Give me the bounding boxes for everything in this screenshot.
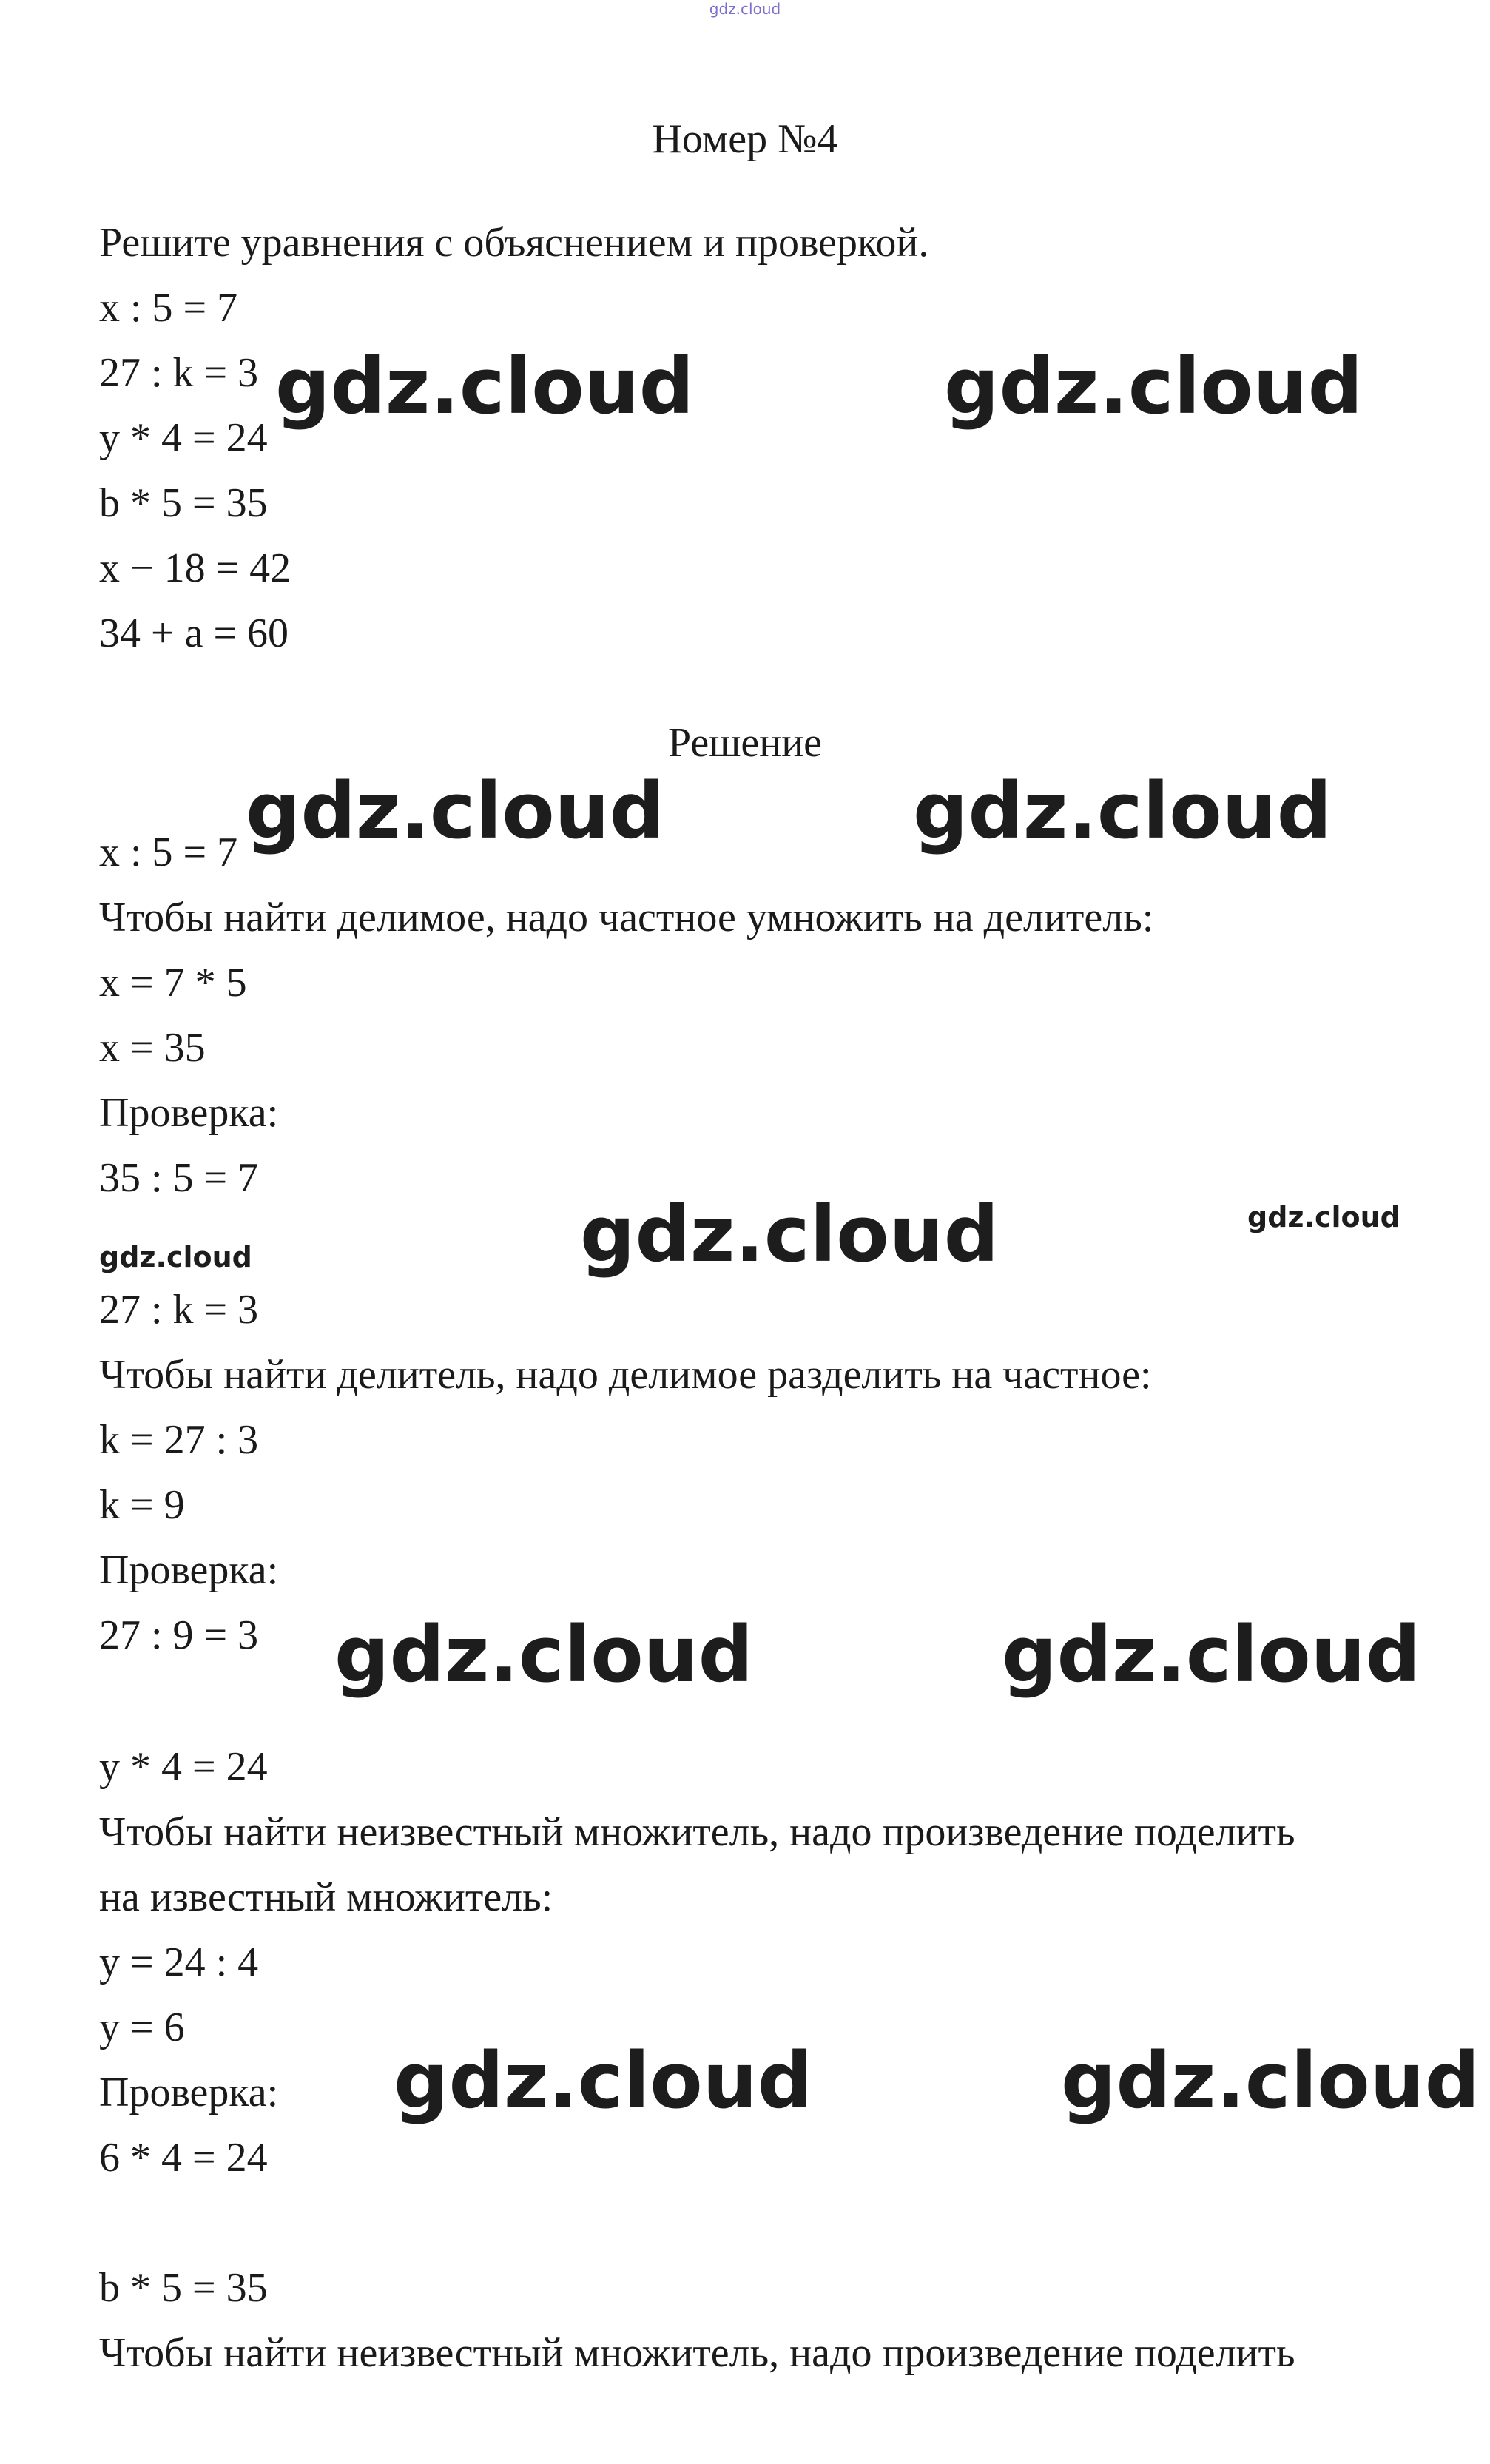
solution-heading: Решение — [667, 720, 823, 766]
watermark-logo: gdz.cloud — [913, 766, 1332, 856]
watermark-logo: gdz.cloud — [944, 341, 1363, 431]
solution-2-step-2: k = 9 — [99, 1482, 185, 1528]
page-title: Номер №4 — [652, 116, 838, 162]
watermark-logo: gdz.cloud — [394, 2036, 813, 2126]
solution-3-equation: y * 4 = 24 — [99, 1744, 268, 1790]
top-watermark: gdz.cloud — [709, 0, 781, 18]
task-equation-4: b * 5 = 35 — [99, 480, 268, 526]
solution-4-equation: b * 5 = 35 — [99, 2265, 268, 2311]
solution-1-check-label: Проверка: — [99, 1090, 279, 1136]
watermark-logo: gdz.cloud — [1061, 2036, 1480, 2126]
task-equation-6: 34 + a = 60 — [99, 610, 289, 656]
watermark-logo-small: gdz.cloud — [99, 1241, 252, 1273]
solution-2-rule: Чтобы найти делитель, надо делимое разделить на частное: — [99, 1352, 1152, 1398]
task-equation-1: x : 5 = 7 — [99, 285, 238, 331]
task-equation-5: x − 18 = 42 — [99, 545, 291, 591]
solution-3-check: 6 * 4 = 24 — [99, 2135, 268, 2181]
solution-1-rule: Чтобы найти делимое, надо частное умножить на делитель: — [99, 895, 1154, 940]
solution-2-step-1: k = 27 : 3 — [99, 1417, 259, 1463]
solution-1-check: 35 : 5 = 7 — [99, 1155, 259, 1201]
task-statement: Решите уравнения с объяснением и проверкой. — [99, 220, 929, 266]
watermark-logo: gdz.cloud — [334, 1609, 754, 1700]
solution-1-step-1: x = 7 * 5 — [99, 960, 247, 1006]
solution-3-step-1: y = 24 : 4 — [99, 1939, 259, 1985]
solution-2-check-label: Проверка: — [99, 1547, 279, 1593]
watermark-logo: gdz.cloud — [580, 1189, 999, 1279]
solution-1-equation: x : 5 = 7 — [99, 829, 238, 875]
solution-2-equation: 27 : k = 3 — [99, 1287, 259, 1333]
solution-3-rule-line-2: на известный множитель: — [99, 1874, 553, 1920]
task-equation-2: 27 : k = 3 — [99, 350, 259, 396]
solution-3-check-label: Проверка: — [99, 2070, 279, 2115]
watermark-logo-small: gdz.cloud — [1247, 1201, 1400, 1233]
watermark-logo: gdz.cloud — [275, 341, 695, 431]
solution-1-step-2: x = 35 — [99, 1025, 206, 1071]
task-equation-3: y * 4 = 24 — [99, 415, 268, 461]
solution-3-step-2: y = 6 — [99, 2004, 185, 2050]
solution-2-check: 27 : 9 = 3 — [99, 1612, 259, 1658]
watermark-logo: gdz.cloud — [246, 766, 665, 856]
solution-3-rule-line-1: Чтобы найти неизвестный множитель, надо произведение поделить — [99, 1809, 1295, 1855]
solution-4-rule-line-1: Чтобы найти неизвестный множитель, надо произведение поделить — [99, 2330, 1295, 2376]
watermark-logo: gdz.cloud — [1002, 1609, 1421, 1700]
